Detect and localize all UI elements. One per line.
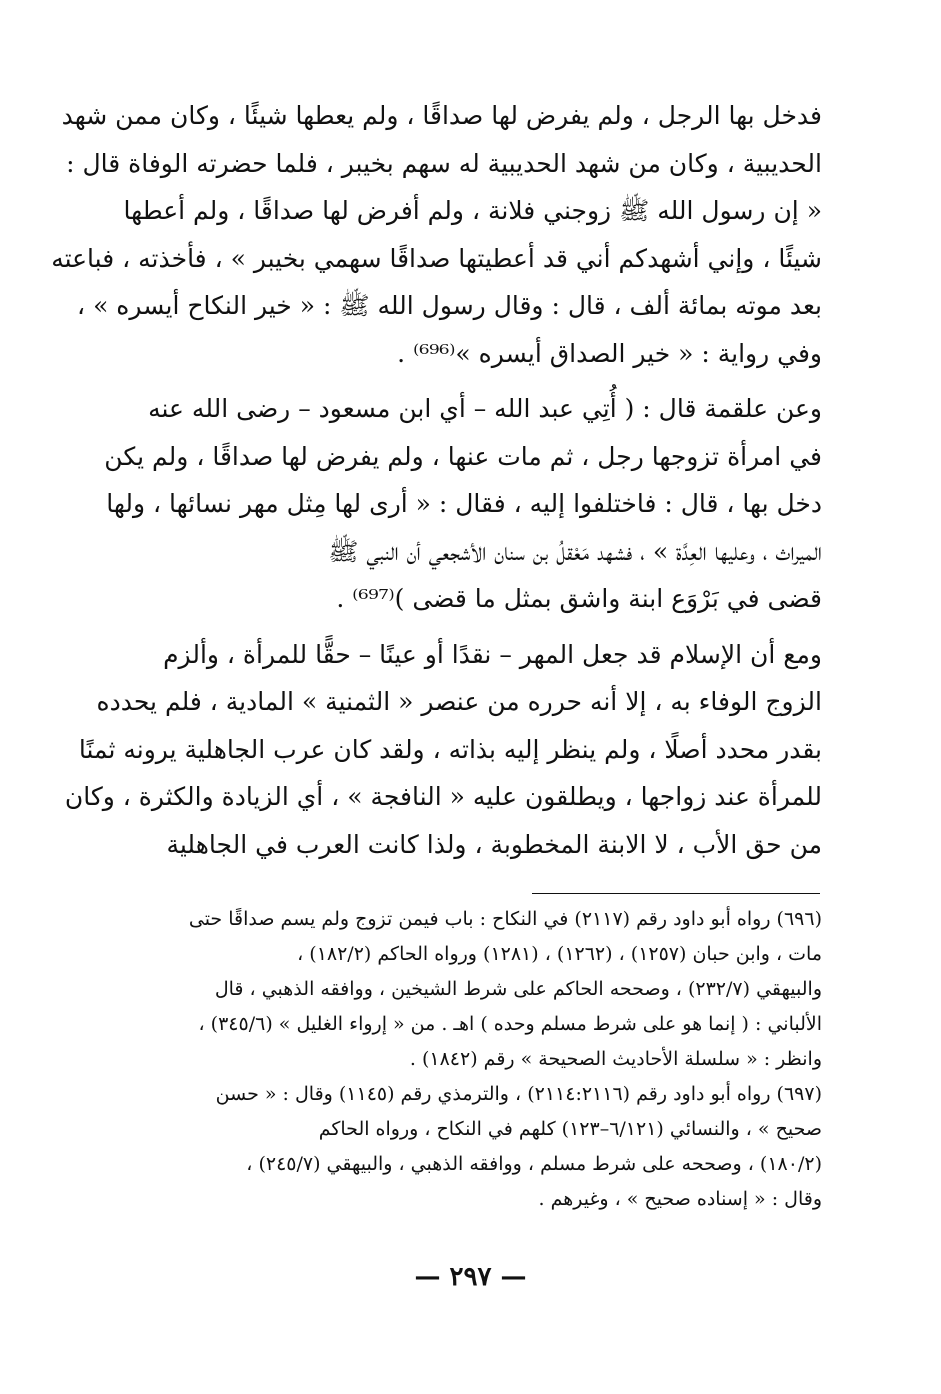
main-text-body bbox=[51, 92, 822, 868]
footnote-line: الألباني : ( إنما هو على شرط مسلم وحده ) اهـ . من « إرواء الغليل » (٣٤٥/٦) ، bbox=[198, 1013, 822, 1035]
text-line: الزوج الوفاء به ، إلا أنه حرره من عنصر « الثمنية » المادية ، فلم يحدده bbox=[96, 687, 822, 716]
footnote-line: وقال : « إسناده صحيح » ، وغيرهم . bbox=[538, 1188, 822, 1210]
text-line: من حق الأب ، لا الابنة المخطوبة ، ولذا كانت العرب في الجاهلية bbox=[166, 829, 822, 859]
text-line: شيئًا ، وإني أشهدكم أني قد أعطيتها صداقًا سهمي بخيبر » ، فأخذته ، فباعته bbox=[51, 243, 822, 273]
footnote-line: وانظر : « سلسلة الأحاديث الصحيحة » رقم (١٨٤٢) . bbox=[409, 1048, 822, 1070]
footnote-line: (٦٩٦) رواه أبو داود رقم (٢١١٧) في النكاح : باب فيمن تزوج ولم يسم صداقًا حتى bbox=[188, 908, 822, 930]
text-line: « إن رسول الله ﷺ زوجني فلانة ، ولم أفرض لها صداقًا ، ولم أعطها bbox=[123, 196, 822, 225]
text-line: في امرأة تزوجها رجل ، ثم مات عنها ، ولم يفرض لها صداقًا ، ولم يكن bbox=[104, 441, 822, 471]
page-number: — ٢٩٧ — bbox=[414, 1262, 527, 1292]
text-line: دخل بها ، قال : فاختلفوا إليه ، فقال : « أرى لها مِثل مهر نسائها ، ولها bbox=[106, 489, 822, 518]
text-line: فدخل بها الرجل ، ولم يفرض لها صداقًا ، ولم يعطها شيئًا ، وكان ممن شهد bbox=[61, 101, 822, 130]
text-line: بقدر محدد أصلًا ، ولم ينظر إليه بذاته ، ولقد كان عرب الجاهلية يرونه ثمنًا bbox=[78, 734, 822, 764]
footnotes-section bbox=[132, 902, 822, 1217]
text-line: ومع أن الإسلام قد جعل المهر – نقدًا أو عينًا – حقًّا للمرأة ، وألزم bbox=[163, 639, 822, 669]
text-line: قضى في بَرْوَع ابنة واشق بمثل ما قضى )⁽⁶⁹⁷⁾ . bbox=[336, 584, 822, 613]
text-line: وفي رواية : « خير الصداق أيسره »⁽⁶⁹⁶⁾ . bbox=[397, 338, 822, 368]
footnote-separator bbox=[532, 893, 820, 894]
text-line: الحديبية ، وكان من شهد الحديبية له سهم بخيبر ، فلما حضرته الوفاة قال : bbox=[66, 148, 822, 178]
footnote-line: صحيح » ، والنسائي (٦/١٢١–١٢٣) كلهم في النكاح ، ورواه الحاكم bbox=[318, 1118, 822, 1140]
footnote-line: (٦٩٧) رواه أبو داود رقم (٢١١٤:٢١١٦) ، والترمذي رقم (١١٤٥) وقال : « حسن bbox=[215, 1083, 822, 1105]
footnote-line: والبيهقي (٢٣٢/٧) ، وصححه الحاكم على شرط الشيخين ، ووافقه الذهبي ، قال bbox=[214, 978, 822, 1000]
footnote-line: (١٨٠/٢) ، وصححه على شرط مسلم ، ووافقه الذهبي ، والبيهقي (٢٤٥/٧) ، bbox=[246, 1153, 822, 1175]
text-line: الميراث ، وعليها العِدَّة » ، فشهد مَعْقلُ بن سنان الأشجعي أن النبي ﷺ bbox=[328, 536, 822, 566]
text-line: للمرأة عند زواجها ، ويطلقون عليه « النافجة » ، أي الزيادة والكثرة ، وكان bbox=[64, 782, 822, 811]
text-line: وعن علقمة قال : ( أُتِي عبد الله – أي ابن مسعود – رضى الله عنه bbox=[148, 394, 822, 423]
footnote-line: مات ، وابن حبان (١٢٥٧) ، (١٢٦٢) ، (١٢٨١) ورواه الحاكم (١٨٢/٢) ، bbox=[297, 943, 822, 965]
text-line: بعد موته بمائة ألف ، قال : وقال رسول الله ﷺ : « خير النكاح أيسره » ، bbox=[77, 291, 822, 320]
